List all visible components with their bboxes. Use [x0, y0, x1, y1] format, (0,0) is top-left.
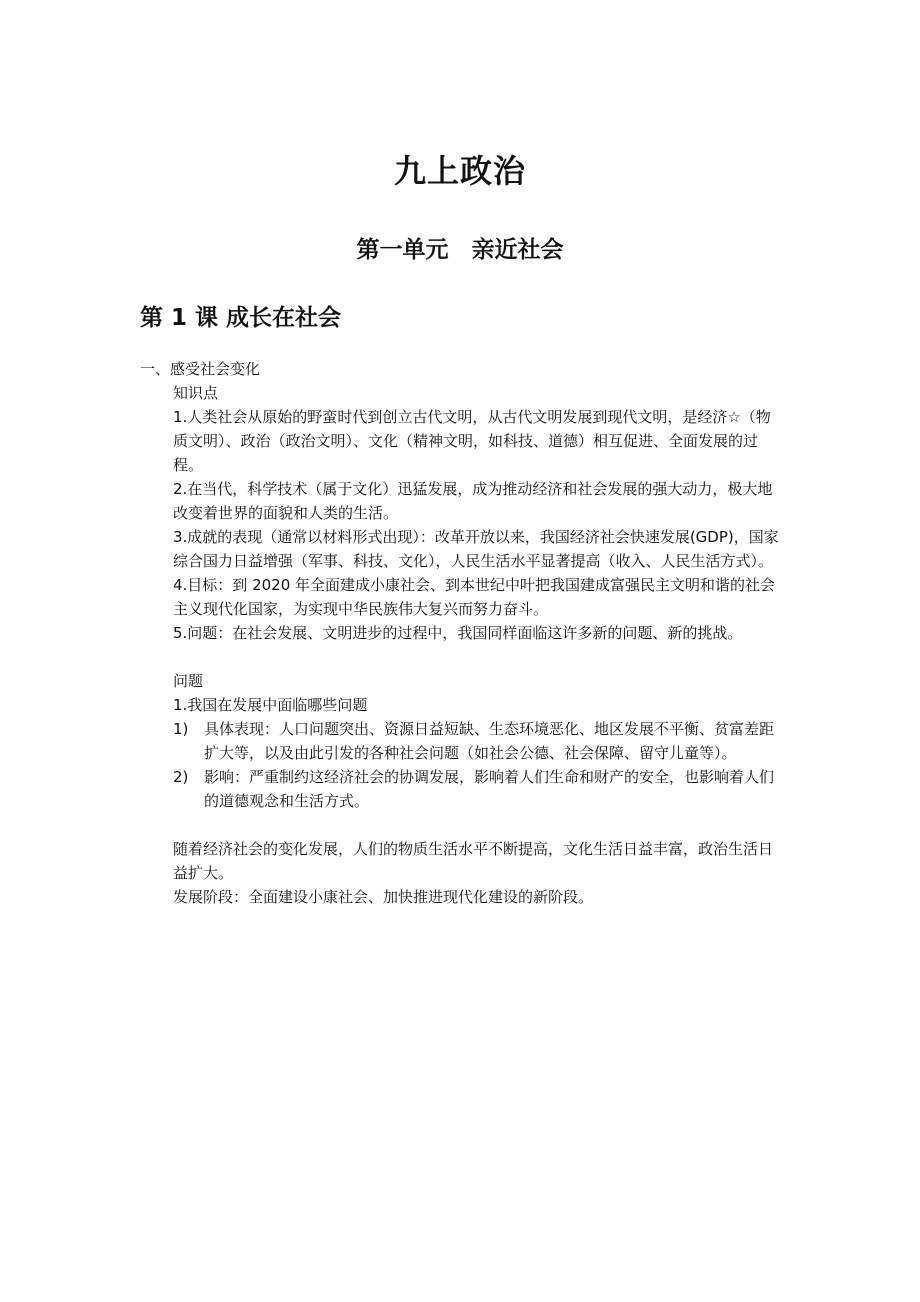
knowledge-label: 知识点 [173, 384, 219, 402]
list-item-text: 影响：严重制约这经济社会的协调发展，影响着人们生命和财产的安全，也影响着人们的道德观念和生活方式。 [204, 768, 775, 810]
knowledge-point: 1.人类社会从原始的野蛮时代到创立古代文明，从古代文明发展到现代文明，是经济☆（物质文明）、政治（政治文明）、文化（精神文明，如科技、道德）相互促进、全面发展的过程。 [173, 408, 771, 474]
paragraph-gap [140, 645, 785, 669]
page-title: 九上政治 [393, 152, 526, 190]
closing-paragraph: 随着经济社会的变化发展，人们的物质生活水平不断提高，文化生活日益丰富，政治生活日益扩大。 [173, 840, 774, 882]
list-item-number: 1) [173, 720, 189, 738]
unit-title: 第一单元 亲近社会 [356, 237, 564, 263]
list-item [140, 765, 785, 813]
question-title: 1.我国在发展中面临哪些问题 [173, 696, 368, 714]
lesson-title: 第 1 课 成长在社会 [140, 305, 342, 331]
knowledge-point: 3.成就的表现（通常以材料形式出现）：改革开放以来，我国经济社会快速发展(GDP)，国家综合国力日益增强（军事、科技、文化），人民生活水平显著提高（收入、人民生活方式）。 [173, 528, 779, 570]
document-body [140, 357, 785, 909]
knowledge-point: 2.在当代，科学技术（属于文化）迅猛发展，成为推动经济和社会发展的强大动力，极大地改变着世界的面貌和人类的生活。 [173, 480, 773, 522]
list-item-number: 2) [173, 768, 189, 786]
knowledge-point: 4.目标：到 2020 年全面建成小康社会、到本世纪中叶把我国建成富强民主文明和谐的社会主义现代化国家，为实现中华民族伟大复兴而努力奋斗。 [173, 576, 776, 618]
knowledge-point: 5.问题：在社会发展、文明进步的过程中，我国同样面临这许多新的问题、新的挑战。 [173, 624, 743, 642]
development-stage: 发展阶段：全面建设小康社会、加快推进现代化建设的新阶段。 [173, 888, 594, 906]
list-item [140, 717, 785, 765]
paragraph-gap [140, 813, 785, 837]
question-label: 问题 [173, 672, 204, 690]
list-item-text: 具体表现：人口问题突出、资源日益短缺、生态环境恶化、地区发展不平衡、贫富差距扩大等，以及由此引发的各种社会问题（如社会公德、社会保障、留守儿童等）。 [204, 720, 775, 762]
section-heading: 一、感受社会变化 [140, 360, 261, 378]
